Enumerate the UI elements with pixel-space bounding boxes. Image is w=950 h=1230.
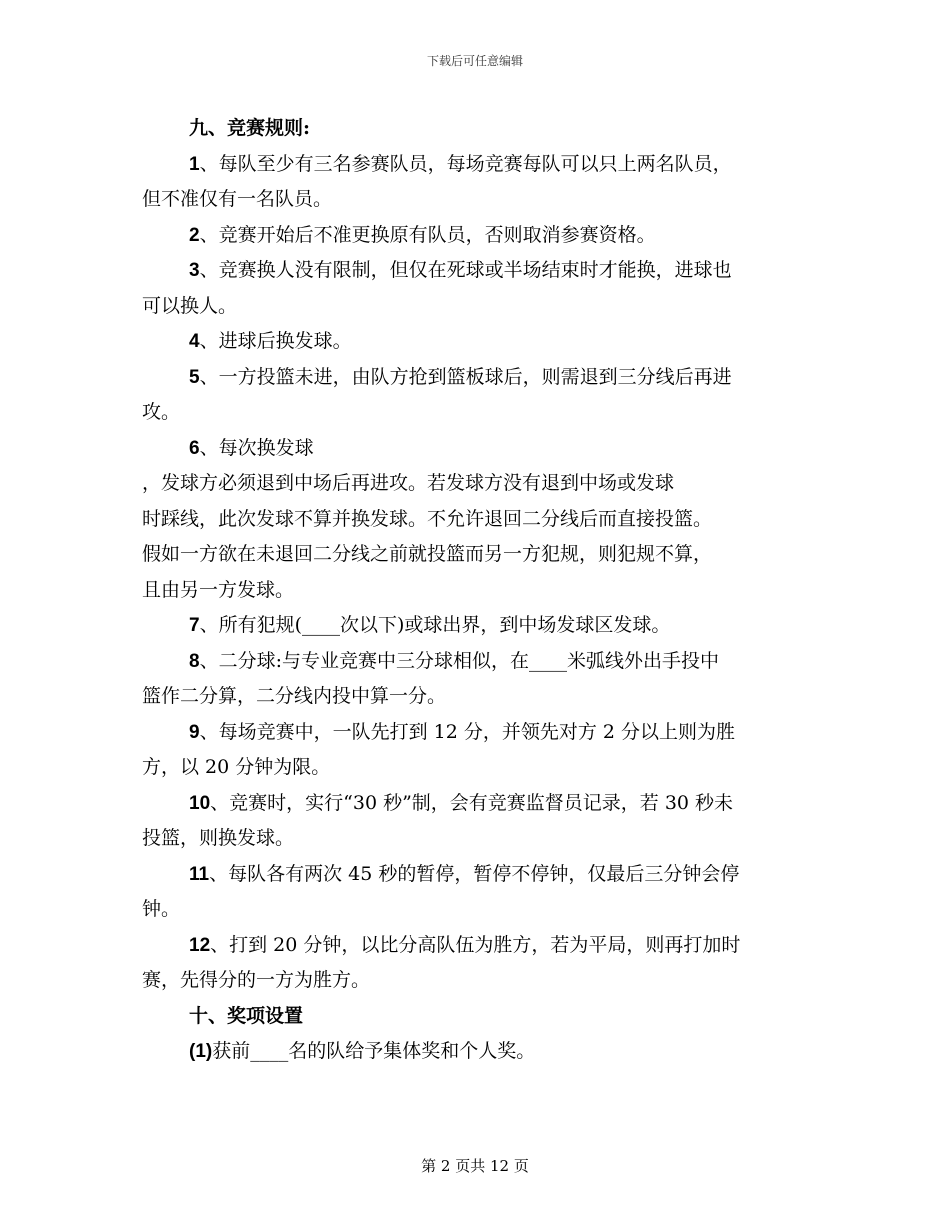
rule-line (142, 715, 810, 751)
rule-line (142, 395, 810, 431)
rule-line (142, 360, 810, 396)
rule-text: 钟。 (142, 898, 181, 920)
rule-number: 5 (189, 366, 200, 388)
rule-text: 、一方投篮未进，由队方抢到篮板球后，则需退到三分线后再进 (199, 365, 732, 388)
rule-text: 获前____名的队给予集体奖和个人奖。 (212, 1040, 536, 1062)
rule-number: 11 (189, 863, 210, 885)
rule-number: 3 (189, 260, 200, 281)
rule-line (142, 1034, 810, 1070)
rule-text: 、每次换发球 (199, 436, 314, 459)
rule-number: 6 (189, 437, 200, 459)
rule-line (142, 821, 810, 857)
page-header: 下载后可任意编辑 (426, 54, 523, 68)
rule-text: 篮作二分算，二分线内投中算一分。 (142, 685, 447, 707)
rule-text: 且由另一方发球。 (142, 578, 295, 601)
rule-number: 8 (189, 650, 200, 672)
rule-text: 方，以 20 分钟为限。 (142, 756, 331, 778)
rule-text: 、竞赛换人没有限制，但仅在死球或半场结束时才能换，进球也 (199, 259, 732, 281)
rule-line (142, 573, 810, 609)
rule-line (142, 253, 810, 289)
rule-number: 7 (189, 615, 200, 636)
rule-line (142, 608, 810, 644)
rule-line (142, 963, 810, 999)
section-9-title: 九、竞赛规则: (189, 117, 311, 139)
rule-text: 赛，先得分的一方为胜方。 (142, 969, 371, 991)
rule-text: 、进球后换发球。 (199, 330, 352, 352)
rule-text: 、打到 20 分钟，以比分高队伍为胜方，若为平局，则再打加时 (210, 933, 741, 956)
rule-number: 9 (189, 721, 200, 743)
rule-text: 、每队各有两次 45 秒的暂停，暂停不停钟，仅最后三分钟会停 (209, 862, 740, 885)
rule-line (142, 147, 810, 183)
rule-line (142, 324, 810, 360)
rule-number: (1) (189, 1041, 213, 1062)
rule-line (142, 182, 810, 218)
rule-text: 、竞赛开始后不准更换原有队员，否则取消参赛资格。 (199, 223, 656, 246)
rule-text: 假如一方欲在未退回二分线之前就投篮而另一方犯规，则犯规不算， (142, 543, 713, 565)
rule-text: 、每队至少有三名参赛队员，每场竞赛每队可以只上两名队员， (199, 152, 732, 175)
rule-text: 但不准仅有一名队员。 (142, 188, 333, 210)
rule-line (142, 218, 810, 254)
rule-line (142, 750, 810, 786)
rule-line (142, 679, 810, 715)
rule-text: 攻。 (142, 401, 181, 423)
rule-number: 1 (189, 153, 200, 175)
rule-line (142, 537, 810, 573)
rule-number: 2 (189, 224, 200, 246)
rule-text: ，发球方必须退到中场后再进攻。若发球方没有退到中场或发球 (142, 472, 675, 494)
rule-number: 4 (189, 331, 200, 352)
rule-line (142, 466, 810, 502)
rule-text: 、竞赛时，实行“30 秒”制，会有竞赛监督员记录，若 30 秒未 (210, 791, 734, 814)
section-9-rules (142, 147, 810, 999)
section-10-title: 十、奖项设置 (189, 1004, 304, 1027)
page-footer: 第 2 页共 12 页 (421, 1157, 529, 1175)
rule-line (142, 892, 810, 928)
rule-line (142, 857, 810, 893)
rule-line (142, 502, 810, 538)
rule-number: 12 (189, 934, 211, 956)
rule-text: 、所有犯规(____次以下)或球出界，到中场发球区发球。 (199, 614, 671, 636)
rule-text: 时踩线，此次发球不算并换发球。不允许退回二分线后而直接投篮。 (142, 507, 713, 530)
section-10-awards (142, 1034, 810, 1070)
rule-line (142, 644, 810, 680)
rule-line (142, 431, 810, 467)
rule-text: 可以换人。 (142, 294, 238, 317)
rule-line (142, 289, 810, 325)
rule-line (142, 786, 810, 822)
document-body (142, 111, 810, 1070)
rule-line (142, 928, 810, 964)
rule-text: 、二分球:与专业竞赛中三分球相似，在____米弧线外出手投中 (199, 649, 719, 672)
rule-text: 、每场竞赛中，一队先打到 12 分，并领先对方 2 分以上则为胜 (199, 720, 736, 743)
rule-text: 投篮，则换发球。 (142, 827, 295, 849)
rule-number: 10 (189, 792, 211, 814)
